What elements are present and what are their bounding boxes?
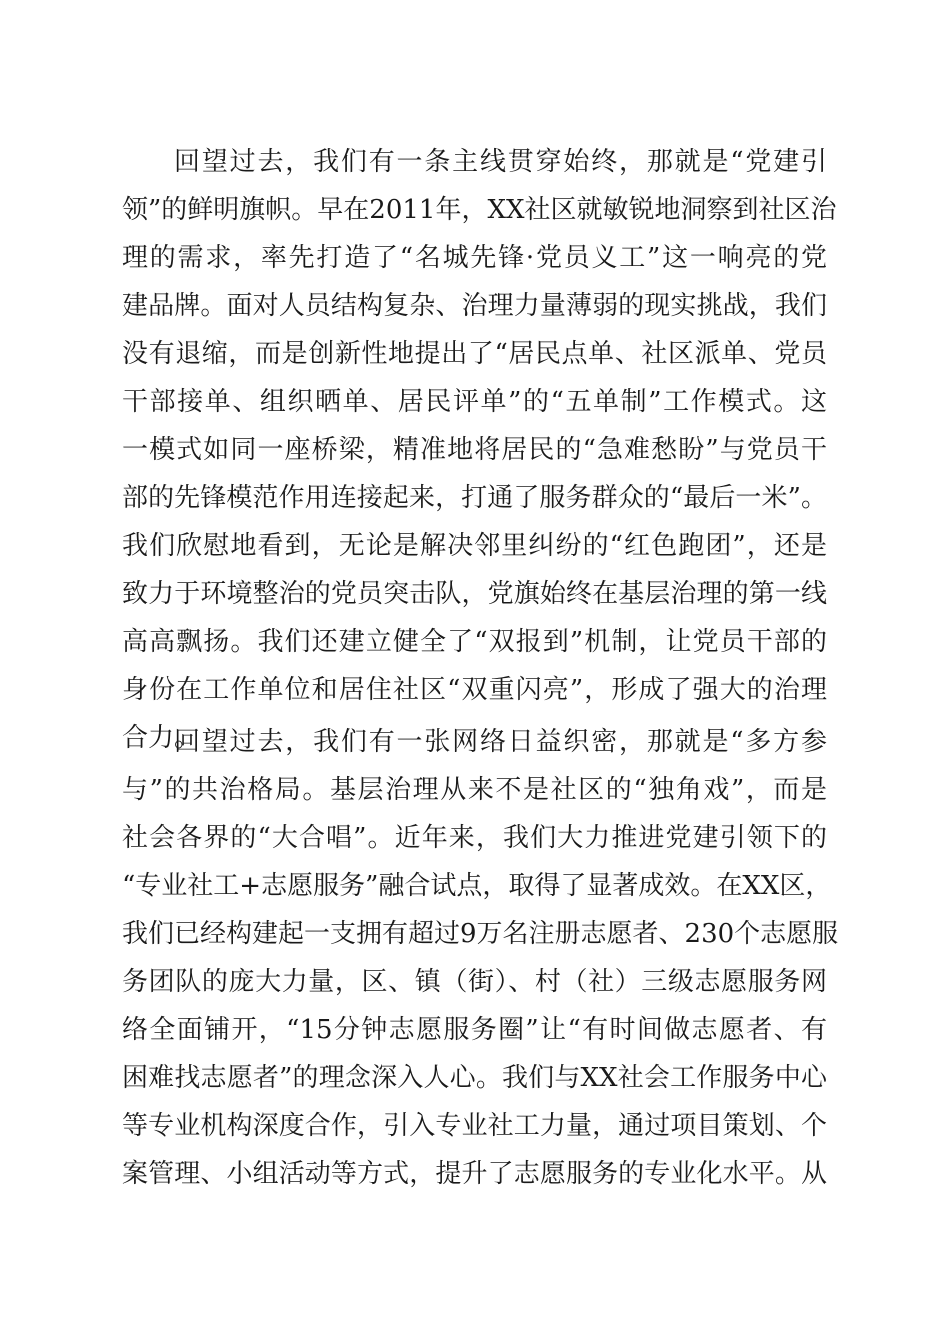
paragraph-line: 没有退缩，而是创新性地提出了“居民点单、社区派单、党员 <box>122 339 827 369</box>
paragraph-2 <box>122 718 839 1198</box>
paragraph-line: 困难找志愿者”的理念深入人心。我们与XX社会工作服务中心 <box>122 1063 827 1093</box>
paragraph-line: 建品牌。面对人员结构复杂、治理力量薄弱的现实挑战，我们 <box>122 291 827 321</box>
paragraph-line: 领”的鲜明旗帜。早在2011年，XX社区就敏锐地洞察到社区治 <box>122 195 837 225</box>
paragraph-line: 合力。 <box>122 723 201 753</box>
paragraph-line: 务团队的庞大力量，区、镇（街）、村（社）三级志愿服务网 <box>122 967 827 997</box>
paragraph-line: 络全面铺开，“15分钟志愿服务圈”让“有时间做志愿者、有 <box>122 1015 827 1045</box>
paragraph-line: 我们欣慰地看到，无论是解决邻里纠纷的“红色跑团”，还是 <box>122 531 827 561</box>
paragraph-line: 我们已经构建起一支拥有超过9万名注册志愿者、230个志愿服 <box>122 919 839 949</box>
paragraph-line: 社会各界的“大合唱”。近年来，我们大力推进党建引领下的 <box>122 823 827 853</box>
paragraph-line: 等专业机构深度合作，引入专业社工力量，通过项目策划、个 <box>122 1111 827 1141</box>
paragraph-line: 与”的共治格局。基层治理从来不是社区的“独角戏”，而是 <box>122 775 827 805</box>
paragraph-line: 理的需求，率先打造了“名城先锋·党员义工”这一响亮的党 <box>122 243 827 273</box>
paragraph-line: 身份在工作单位和居住社区“双重闪亮”，形成了强大的治理 <box>122 675 827 705</box>
paragraph-line: 一模式如同一座桥梁，精准地将居民的“急难愁盼”与党员干 <box>122 435 827 465</box>
paragraph-line: 干部接单、组织晒单、居民评单”的“五单制”工作模式。这 <box>122 387 827 417</box>
paragraph-line: 回望过去，我们有一张网络日益织密，那就是“多方参 <box>174 727 827 757</box>
paragraph-line: 回望过去，我们有一条主线贯穿始终，那就是“党建引 <box>174 147 827 177</box>
paragraph-1 <box>122 138 837 762</box>
paragraph-line: 高高飘扬。我们还建立健全了“双报到”机制，让党员干部的 <box>122 627 827 657</box>
paragraph-line: 案管理、小组活动等方式，提升了志愿服务的专业化水平。从 <box>122 1159 827 1189</box>
paragraph-line: 致力于环境整治的党员突击队，党旗始终在基层治理的第一线 <box>122 579 827 609</box>
paragraph-line: “专业社工+志愿服务”融合试点，取得了显著成效。在XX区， <box>122 871 832 901</box>
paragraph-line: 部的先锋模范作用连接起来，打通了服务群众的“最后一米”。 <box>122 483 827 513</box>
